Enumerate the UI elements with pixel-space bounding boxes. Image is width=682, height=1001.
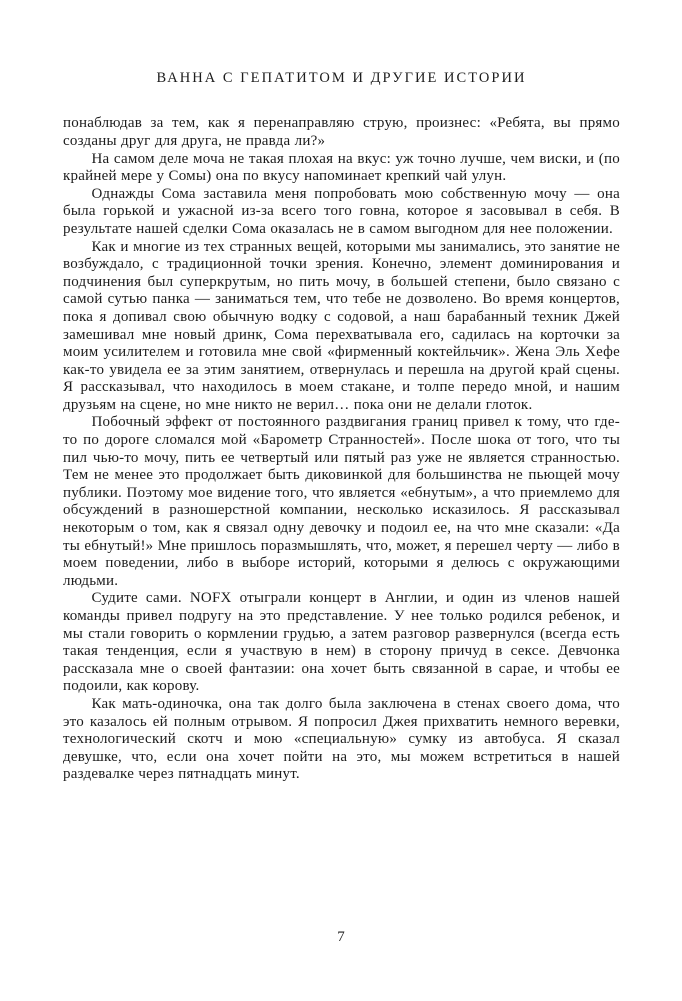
page-number: 7 bbox=[337, 929, 345, 945]
chapter-title: ВАННА С ГЕПАТИТОМ И ДРУГИЕ ИСТОРИИ bbox=[156, 70, 527, 86]
body-text bbox=[63, 115, 620, 784]
paragraph: На самом деле моча не такая плохая на вкус: уж точно лучше, чем виски, и (по крайней мере у Сомы) она по вкусу напоминает крепкий чай улун. bbox=[63, 150, 620, 185]
paragraph: понаблюдав за тем, как я перенаправляю струю, произнес: «Ребята, вы прямо созданы друг для друга, не правда ли?» bbox=[63, 115, 620, 149]
paragraph: Побочный эффект от постоянного раздвигания границ привел к тому, что где-то по дороге сломался мой «Барометр Странностей». После шока от того, что ты пил чью-то мочу, пить ее четвертый или пятый раз уже не является странностью. Тем не менее это продолжает быть диковинкой для большинства не пьющей мочу публики. Поэтому мое видение того, что является «ебнутым», а что приемлемо для обсуждений в разношерстной компании, несколько исказилось. Я рассказывал некоторым о том, как я связал одну девочку и подоил ее, на что мне сказали: «Да ты ебнутый!» Мне пришлось поразмышлять, что, может, я перешел черту — либо в моем поведении, либо в выборе историй, которыми я делюсь с окружающими людьми. bbox=[63, 414, 620, 589]
paragraph: Как мать-одиночка, она так долго была заключена в стенах своего дома, что это казалось ей полным отрывом. Я попросил Джея прихватить немного веревки, технологический скотч и мою «специальную» сумку из автобуса. Я сказал девушке, что, если она хочет пойти на это, мы можем встретиться в нашей раздевалке через пятнадцать минут. bbox=[63, 695, 620, 783]
paragraph: Судите сами. NOFX отыграли концерт в Англии, и один из членов нашей команды привел подругу на это представление. У нее только родился ребенок, и мы стали говорить о кормлении грудью, а затем разговор развернулся (всегда есть такая тенденция, если я участвую в нем) в сторону причуд в сексе. Девчонка рассказала мне о своей фантазии: она хочет быть связанной в сарае, и чтобы ее подоили, как корову. bbox=[63, 590, 620, 695]
paragraph: Как и многие из тех странных вещей, которыми мы занимались, это занятие не возбуждало, с традиционной точки зрения. Конечно, элемент доминирования и подчинения был суперкрутым, но пить мочу, в большей степени, было связано с самой сутью панка — заниматься тем, что тебе не дозволено. Во время концертов, пока я допивал свою обычную водку с содовой, а наш барабанный техник Джей замешивал мне новый дринк, Сома перехватывала его, садилась на корточки за моим усилителем и готовила мне свой «фирменный коктейльчик». Жена Эль Хефе как-то увидела ее за этим занятием, отвернулась и перешла на другой край сцены. Я рассказывал, что находилось в моем стакане, и толпе передо мной, и нашим друзьям на сцене, но мне никто не верил… пока они не делали глоток. bbox=[63, 238, 620, 413]
paragraph: Однажды Сома заставила меня попробовать мою собственную мочу — она была горькой и ужасной из-за всего того говна, которое я засовывал в себя. В результате нашей сделки Сома оказалась не в самом выгодном для нее положении. bbox=[63, 185, 620, 237]
